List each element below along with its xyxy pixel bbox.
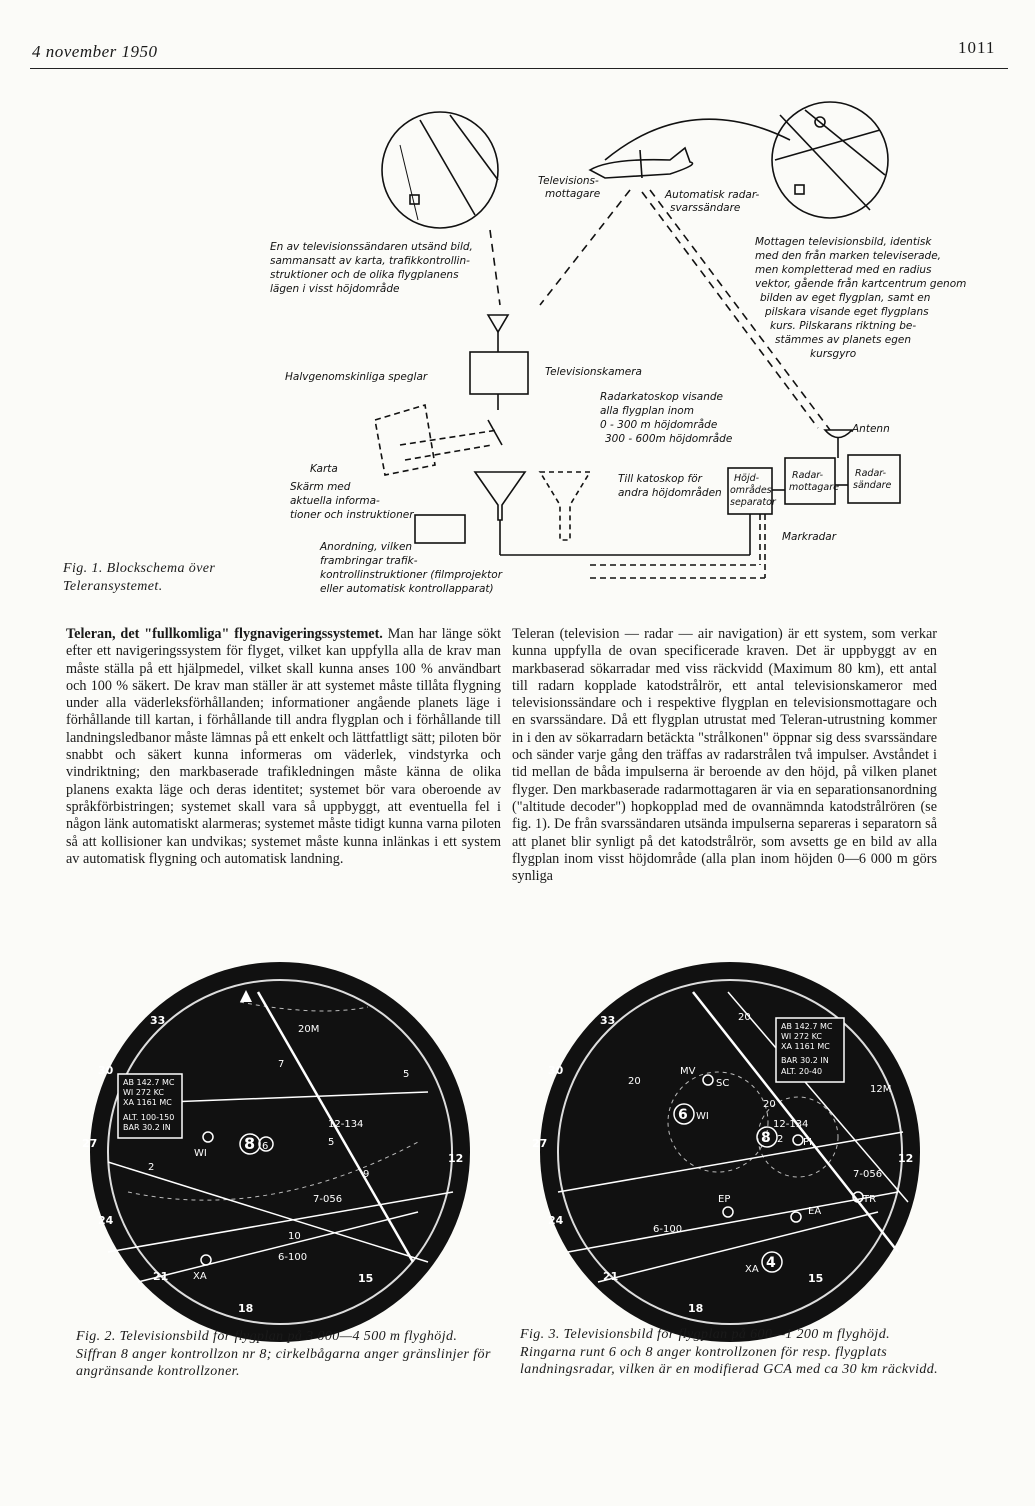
fig3-mark: XA <box>745 1264 759 1275</box>
fig3-mark: EP <box>718 1194 731 1205</box>
fig3-mark: 20 <box>738 1012 751 1023</box>
article-left-column <box>66 626 501 868</box>
label-tv-receiver: Televisions-mottagare <box>538 175 601 200</box>
fig2-info-line: ALT. 100-150 <box>123 1113 175 1122</box>
fig3-mark: MV <box>680 1066 696 1077</box>
fig2-mark: 20M <box>298 1024 320 1035</box>
fig2-mark: 7-056 <box>313 1194 343 1205</box>
fig3-tick: 27 <box>532 1137 548 1150</box>
label-map: Karta <box>310 463 338 475</box>
label-received-image: Mottagen televisionsbild, identisk med den från marken televiserade, men kompletterad med en radius vektor, gående från kartcentrum genom bilden av eget flygplan, samt en pilskara visande eget flygplans kurs. Pilskarans riktning be- stämmes av planets egen kursgyro <box>755 236 967 360</box>
label-other-scope: Till katoskop för andra höjdområden <box>618 473 722 499</box>
fig2-info-line: BAR 30.2 IN <box>123 1123 171 1132</box>
label-antenna: Antenn <box>852 423 890 435</box>
antenna-icon <box>825 430 852 438</box>
fig3-mark: WI <box>696 1111 709 1122</box>
fig3-mark: TR <box>863 1194 877 1205</box>
fig2-tick: 33 <box>150 1014 166 1027</box>
figure-1-caption: Fig. 1. Blockschema över Teleransystemet. <box>63 561 216 594</box>
fig2-tick: 15 <box>358 1272 374 1285</box>
figure-3-caption: Fig. 3. Televisionsbild för flygplan på 600—1 200 m flyghöjd. Ringarna runt 6 och 8 anger kontrollzonen för resp. flygplats landningsradar, vilken är en modifierad GCA med ca 30 km räckvidd. <box>520 1327 939 1377</box>
fig3-info-line: AB 142.7 MC <box>781 1022 833 1031</box>
fig3-mark: 6-100 <box>653 1224 683 1235</box>
fig3-mark: EA <box>808 1206 822 1217</box>
fig3-tick: 33 <box>600 1014 616 1027</box>
fig2-info-line: XA 1161 MC <box>123 1098 172 1107</box>
projector-box <box>415 515 465 543</box>
fig2-mark: 5 <box>328 1137 335 1148</box>
fig3-info-line: WI 272 KC <box>781 1032 823 1041</box>
label-screen: Skärm med aktuella informa- tioner och instruktioner <box>290 481 414 521</box>
fig3-tick: 24 <box>548 1214 564 1227</box>
label-radar-scope: Radarkatoskop visande alla flygplan inom 0 - 300 m höjdområde 300 - 600m höjdområde <box>600 391 733 445</box>
fig2-mark: 12-134 <box>328 1119 364 1130</box>
label-radar-transmitter: Radar- sändare <box>853 468 892 491</box>
fig3-tick: 15 <box>808 1272 824 1285</box>
fig2-tick: 12 <box>448 1152 464 1165</box>
fig3-tick: 30 <box>548 1064 564 1077</box>
fig2-tick: 18 <box>238 1302 254 1315</box>
label-altitude-sep: Höjd- områdes- separator <box>730 473 776 508</box>
fig2-mark: 5 <box>403 1069 410 1080</box>
fig2-mark: 8 <box>244 1134 256 1153</box>
right-map-circle <box>772 102 888 218</box>
figure-2-radar-display <box>68 962 498 1322</box>
fig2-mark: 2 <box>148 1162 155 1173</box>
radar-scope-funnel <box>475 472 525 520</box>
label-mirrors: Halvgenomskinliga speglar <box>285 371 428 383</box>
figure-1-diagram <box>270 100 967 620</box>
fig2-tick: 30 <box>98 1064 114 1077</box>
label-projector: Anordning, vilken frambringar trafik- kontrollinstruktioner (filmprojektor eller automatisk kontrollapparat) <box>320 541 503 595</box>
figure-3-radar-display <box>518 962 948 1322</box>
fig3-mark: 7-056 <box>853 1169 883 1180</box>
fig3-info-line: ALT. 20-40 <box>781 1067 823 1076</box>
article-left-text: Man har länge sökt efter ett navigeringssystem för flyget, vilket kan uppfylla alla de krav man måste ställa på ett hjälpmedel, vilket skall kunna anses 100 % användbart och 100 % säkert. De krav man ställer är att systemet måste tillåta flygning under alla väderleksförhållanden; informationer angående planets läge i förhållande till kartan, i förhållande till andra flygplan och i förhållande till landningsledbanor måste lämnas på ett enkelt och lättfattligt sätt; piloten bör snabbt och säkert kunna informeras om väderlek, vindstyrka och vindriktning; den markbaserade trafikledningen måste känna de olika planens exakta läge och deras identitet; systemet bör vara oberoende av språkförbistringen; systemet skall vara så uppbyggt, att eventuella fel i någon länk automatiskt alarmeras; systemet måste tidigt kunna varna piloten så att kollisioner kan undvikas; systemet måste kunna inlänkas i ett system av automatisk flygning och automatisk landning. <box>66 626 502 867</box>
fig2-mark: 7 <box>278 1059 285 1070</box>
fig3-tick: 18 <box>688 1302 704 1315</box>
fig3-mark: 12M <box>870 1084 892 1095</box>
label-radar-receiver: Radar- mottagare <box>789 470 839 493</box>
article-right-column <box>512 626 937 885</box>
fig2-mark: 6-100 <box>278 1252 308 1263</box>
figure-2-caption: Fig. 2. Televisionsbild för flygplan på 3 000—4 500 m flyghöjd. Siffran 8 anger kontrollzon nr 8; cirkelbågarna anger gränslinjer för angränsande kontrollzoner. <box>76 1329 491 1379</box>
fig2-mark: XA <box>193 1271 207 1282</box>
fig3-mark: 8 <box>761 1130 771 1146</box>
article-title: Teleran, det "fullkomliga" flygnavigeringssystemet. <box>66 626 383 642</box>
fig2-mark: WI <box>194 1148 207 1159</box>
fig3-mark: 12-134 <box>773 1119 809 1130</box>
fig2-mark: 9 <box>363 1169 370 1180</box>
fig3-mark: 2 <box>777 1134 784 1145</box>
fig2-tick: 27 <box>82 1137 98 1150</box>
fig2-info-line: WI 272 KC <box>123 1088 165 1097</box>
radar-receiver-box <box>785 458 835 504</box>
fig2-tick: 21 <box>153 1270 169 1283</box>
label-transmitted-image: En av televisionssändaren utsänd bild, sammansatt av karta, trafikkontrollin- struktioner och de olika flygplanens lägen i visst höjdområde <box>270 241 473 295</box>
fig3-mark: 20 <box>628 1076 641 1087</box>
radar-transmitter-box <box>848 455 900 503</box>
fig3-mark: 4 <box>766 1255 776 1271</box>
fig3-mark: 20 <box>763 1099 776 1110</box>
fig3-mark: PI <box>803 1137 812 1148</box>
fig2-mark: 6 <box>262 1141 269 1152</box>
label-ground-radar: Markradar <box>782 531 837 543</box>
fig3-mark: 6 <box>678 1107 688 1123</box>
fig2-tick: 24 <box>98 1214 114 1227</box>
fig3-tick: 21 <box>603 1270 619 1283</box>
fig2-info-line: AB 142.7 MC <box>123 1078 175 1087</box>
fig3-info-line: BAR 30.2 IN <box>781 1056 829 1065</box>
label-auto-radar: Automatisk radar-svarssändare <box>665 189 760 214</box>
fig3-mark: SC <box>716 1078 730 1089</box>
tv-camera-box <box>470 352 528 394</box>
label-tv-camera: Televisionskamera <box>545 366 642 378</box>
fig3-info-line: XA 1161 MC <box>781 1042 830 1051</box>
fig3-tick: 12 <box>898 1152 914 1165</box>
header-rule <box>30 68 1008 69</box>
fig2-mark: 10 <box>288 1231 301 1242</box>
header-date: 4 november 1950 <box>32 42 158 61</box>
article-right-text: Teleran (television — radar — air navigation) är ett system, som verkar kunna uppfylla de ovan specificerade kraven. Det är uppbyggt av en markbaserad sökarradar med viss räckvidd (Maximum 80 km), ett antal till radarn kopplade katodstrålrör, ett antal televisionskameror med televisionssändare och i respektive flygplan en televisionsmottagare och en svarssändare. Då ett flygplan utrustat med Teleran-utrustning kommer in i den av sökarradarn betäckta "strålkonen" öppnar sig dess svarssändare och sänder varje gång den träffas av radarstrålen två impulser. Avståndet i tid mellan de båda impulserna är beroende av den höjd, på vilken planet flyger. Den markbaserade radarmottagaren är via en separationsanordning ("altitude decoder") hopkopplad med de ovannämnda katodstrålrören (se fig. 1). De från svarssändaren utsända impulserna separeras i separatorn så att planet blir synligt på det katodstrålrör, som avsetts ge en bild av alla flygplan inom visst höjdområde (alla plan inom höjden 0—6 000 m görs synliga <box>512 626 937 885</box>
page-number: 1011 <box>958 38 996 57</box>
left-map-circle <box>382 112 498 228</box>
